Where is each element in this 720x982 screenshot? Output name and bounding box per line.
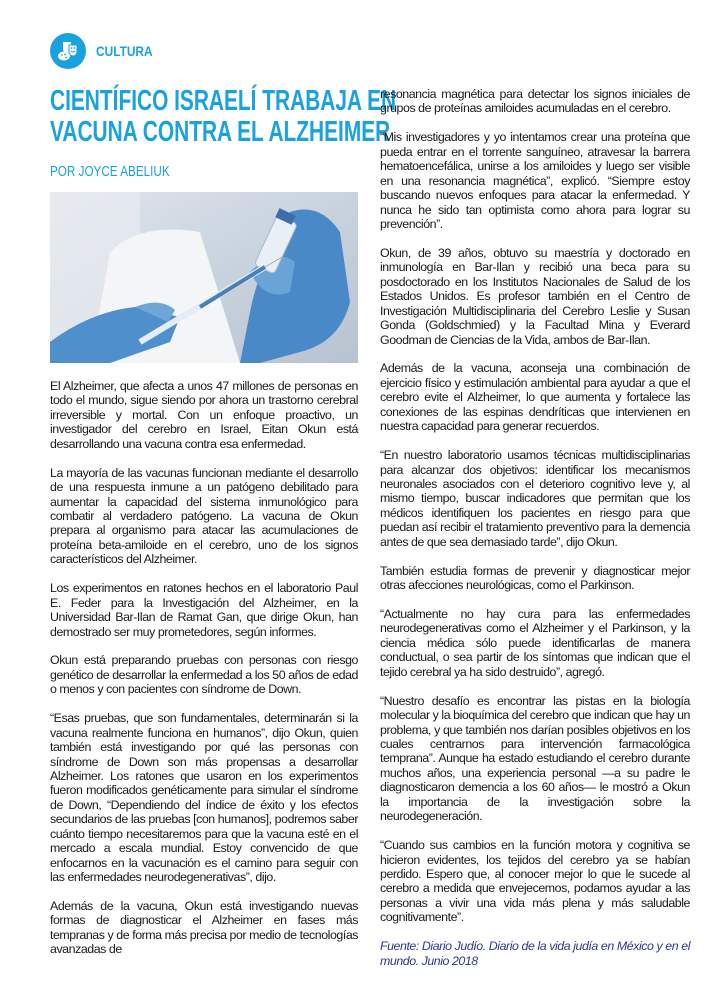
paragraph: “En nuestro laboratorio usamos técnicas multidisciplinarias para alcanzar dos objetivos: identificar los mecanismos neuronales asociados con el deterioro cognitivo leve y, al mismo tiempo, buscar indicadores que permitan que los médicos identifiquen los pacientes en riesgo para que puedan así recibir el tratamiento preventivo para la demencia antes de que sea demasiado tarde”, dijo Okun. <box>380 448 690 549</box>
byline: POR JOYCE ABELIUK <box>50 163 170 180</box>
paragraph: El Alzheimer, que afecta a unos 47 millones de personas en todo el mundo, sigue siendo por ahora un trastorno cerebral irreversible y mortal. Con un enfoque proactivo, un investigador del cerebro en Israel, Eitan Okun está desarrollando una vacuna contra esa enfermedad. <box>50 379 358 451</box>
paragraph: resonancia magnética para detectar los signos iniciales de grupos de proteínas amiloides acumuladas en el cerebro. <box>380 87 690 116</box>
paragraph: “Mis investigadores y yo intentamos crear una proteína que pueda entrar en el torrente sanguíneo, atravesar la barrera hematoencefálica, unirse a los amiloides y luego ser visible en una resonancia magnética”, explicó. “Siempre estoy buscando nuevos enfoques para atacar la enfermedad. Y nunca he sido tan optimista como ahora para lograr su prevención”. <box>380 130 690 232</box>
source-citation: Fuente: Diario Judío. Diario de la vida judía en México y en el mundo. Junio 2018 <box>380 939 690 968</box>
paragraph: Okun está preparando pruebas con personas con riesgo genético de desarrollar la enfermedad a los 50 años de edad o menos y con pacientes con síndrome de Down. <box>50 653 358 697</box>
paragraph: “Cuando sus cambios en la función motora y cognitiva se hicieron evidentes, los tejidos del cerebro ya se habían perdido. Espero que, al conocer mejor lo que le sucede al cerebro a medida que envejecemos, podamos ayudar a las personas a vivir una vida más plena y más saludable cognitivamente”. <box>380 838 690 925</box>
section-icon-badge <box>50 33 86 69</box>
paragraph: “Nuestro desafío es encontrar las pistas en la biología molecular y la bioquímica del cerebro que indican que hay un problema, y que también nos darían posibles objetivos en los cuales centrarnos para intervención farmacológica temprana”. Aunque ha estado estudiando el cerebro durante muchos años, una experiencia personal —a su padre le diagnosticaron demencia a los 60 años— le mostró a Okun la importancia de la investigación sobre la neurodegeneración. <box>380 693 690 824</box>
article-title <box>50 86 396 148</box>
paragraph: Además de la vacuna, aconseja una combinación de ejercicio físico y estimulación ambiental para ayudar a que el cerebro evite el Alzheimer, lo que aumenta y fortalece las conexiones de las espinas dendríticas que intervienen en nuestra capacidad para generar recuerdos. <box>380 361 690 434</box>
paragraph: Los experimentos en ratones hechos en el laboratorio Paul E. Feder para la Investigación del Alzheimer, en la Universidad Bar-Ilan de Ramat Gan, que dirige Okun, han demostrado ser muy prometedores, según informes. <box>50 581 358 639</box>
article-column-right <box>380 87 690 982</box>
paragraph: “Actualmente no hay cura para las enfermedades neurodegenerativas como el Alzheimer y el Parkinson, y la ciencia médica sólo puede identificarlas de manera conductual, o sea partir de los síntomas que indican que el tejido cerebral ya ha sido destruido”, agregó. <box>380 606 690 679</box>
title-line: CIENTÍFICO ISRAELÍ TRABAJA EN <box>50 85 397 117</box>
title-line: VACUNA CONTRA EL ALZHEIMER <box>50 116 391 148</box>
section-label: CULTURA <box>96 43 153 59</box>
article-photo <box>50 192 358 363</box>
theater-masks-palette-icon <box>50 33 86 69</box>
paragraph: La mayoría de las vacunas funcionan mediante el desarrollo de una respuesta inmune a un patógeno debilitado para aumentar la capacidad del sistema inmunológico para combatir al verdadero patógeno. La vacuna de Okun prepara al organismo para atacar las acumulaciones de proteína beta-amiloide en el cerebro, uno de los signos característicos del Alzheimer. <box>50 465 358 567</box>
paragraph: Okun, de 39 años, obtuvo su maestría y doctorado en inmunología en Bar-Ilan y recibió una beca para su posdoctorado en los Institutos Nacionales de Salud de los Estados Unidos. Es profesor también en el Centro de Investigación Multidisciplinaria del Cerebro Leslie y Susan Gonda (Goldschmied) y la Facultad Mina y Everard Goodman de Ciencias de la Vida, ambos de Bar-Ilan. <box>380 245 690 347</box>
paragraph: “Esas pruebas, que son fundamentales, determinarán si la vacuna realmente funciona en humanos”, dijo Okun, quien también está investigando por qué las personas con síndrome de Down son más propensas a desarrollar Alzheimer. Los ratones que usaron en los experimentos fueron modificados genéticamente para simular el síndrome de Down, “Dependiendo del índice de éxito y los efectos secundarios de las pruebas [con humanos], podremos saber cuánto tiempo necesitaremos para que la vacuna esté en el mercado a escala mundial. Estoy convencido de que enfocarnos en la vacunación es el camino para seguir con las enfermedades neurodegenerativas”, dijo. <box>50 711 358 885</box>
paragraph: También estudia formas de prevenir y diagnosticar mejor otras afecciones neurológicas, como el Parkinson. <box>380 563 690 593</box>
paragraph: Además de la vacuna, Okun está investigando nuevas formas de diagnosticar el Alzheimer en fases más tempranas y de forma más precisa por medio de tecnologías avanzadas de <box>50 899 358 957</box>
article-column-left <box>50 379 358 971</box>
